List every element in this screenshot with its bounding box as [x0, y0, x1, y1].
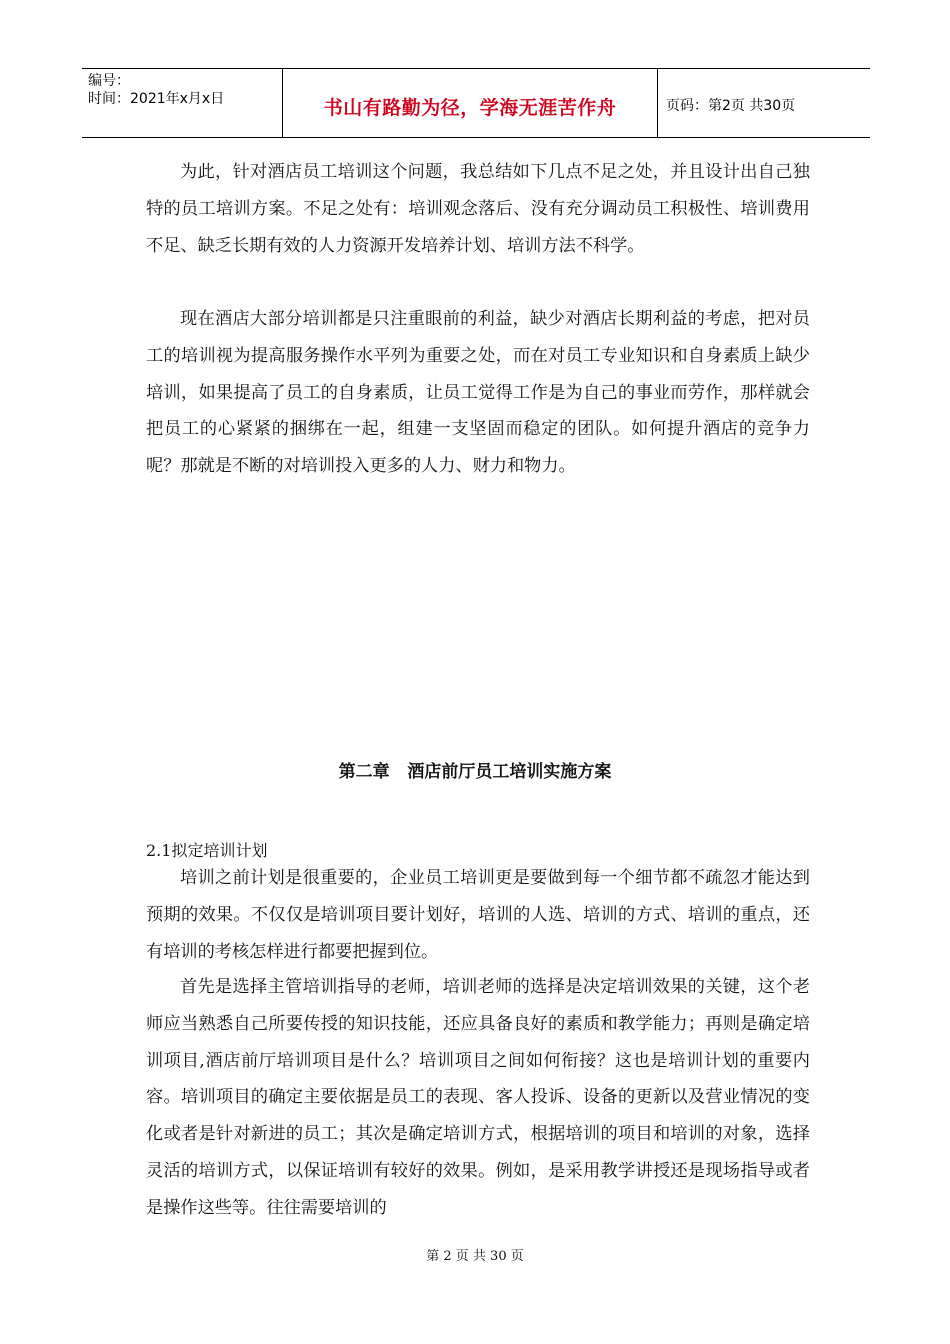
header-motto: 书山有路勤为径，学海无涯苦作舟	[323, 97, 617, 119]
header-motto-cell	[283, 69, 658, 137]
document-header	[82, 68, 870, 138]
page-footer: 第 2 页 共 30 页	[426, 1249, 524, 1264]
chapter-heading: 第二章 酒店前厅员工培训实施方案	[338, 762, 612, 782]
body-paragraph-2: 现在酒店大部分培训都是只注重眼前的利益，缺少对酒店长期利益的考虑，把对员工的培训视为提高服务操作水平列为重要之处，而在对员工专业知识和自身素质上缺少培训，如果提高了员工的自身素质，让员工觉得工作是为自己的事业而劳作，那样就会把员工的心紧紧的捆绑在一起，组建一支坚固而稳定的团队。如何提升酒店的竞争力呢？那就是不断的对培训投入更多的人力、财力和物力。	[146, 309, 810, 477]
body-paragraph-4: 首先是选择主管培训指导的老师，培训老师的选择是决定培训效果的关键，这个老师应当熟悉自己所要传授的知识技能，还应具备良好的素质和教学能力；再则是确定培训项目,酒店前厅培训项目是什么？培训项目之间如何衔接？这也是培训计划的重要内容。培训项目的确定主要依据是员工的表现、客人投诉、设备的更新以及营业情况的变化或者是针对新进的员工；其次是确定培训方式，根据培训的项目和培训的对象，选择灵活的培训方式，以保证培训有较好的效果。例如，是采用教学讲授还是现场指导或者是操作这些等。往往需要培训的	[146, 977, 810, 1218]
date-label: 时间：2021年x月x日	[88, 91, 225, 107]
serial-number-label: 编号：	[88, 73, 130, 89]
header-page-cell	[658, 69, 870, 137]
header-meta-cell	[82, 69, 283, 137]
body-paragraph-1: 为此，针对酒店员工培训这个问题，我总结如下几点不足之处，并且设计出自己独特的员工培训方案。不足之处有：培训观念落后、没有充分调动员工积极性、培训费用不足、缺乏长期有效的人力资源开发培养计划、培训方法不科学。	[146, 162, 810, 256]
body-paragraph-3: 培训之前计划是很重要的，企业员工培训更是要做到每一个细节都不疏忽才能达到预期的效果。不仅仅是培训项目要计划好，培训的人选、培训的方式、培训的重点，还有培训的考核怎样进行都要把握到位。	[146, 868, 810, 962]
header-page-info: 页码：第2页 共30页	[666, 98, 796, 114]
section-heading: 2.1拟定培训计划	[146, 841, 268, 860]
